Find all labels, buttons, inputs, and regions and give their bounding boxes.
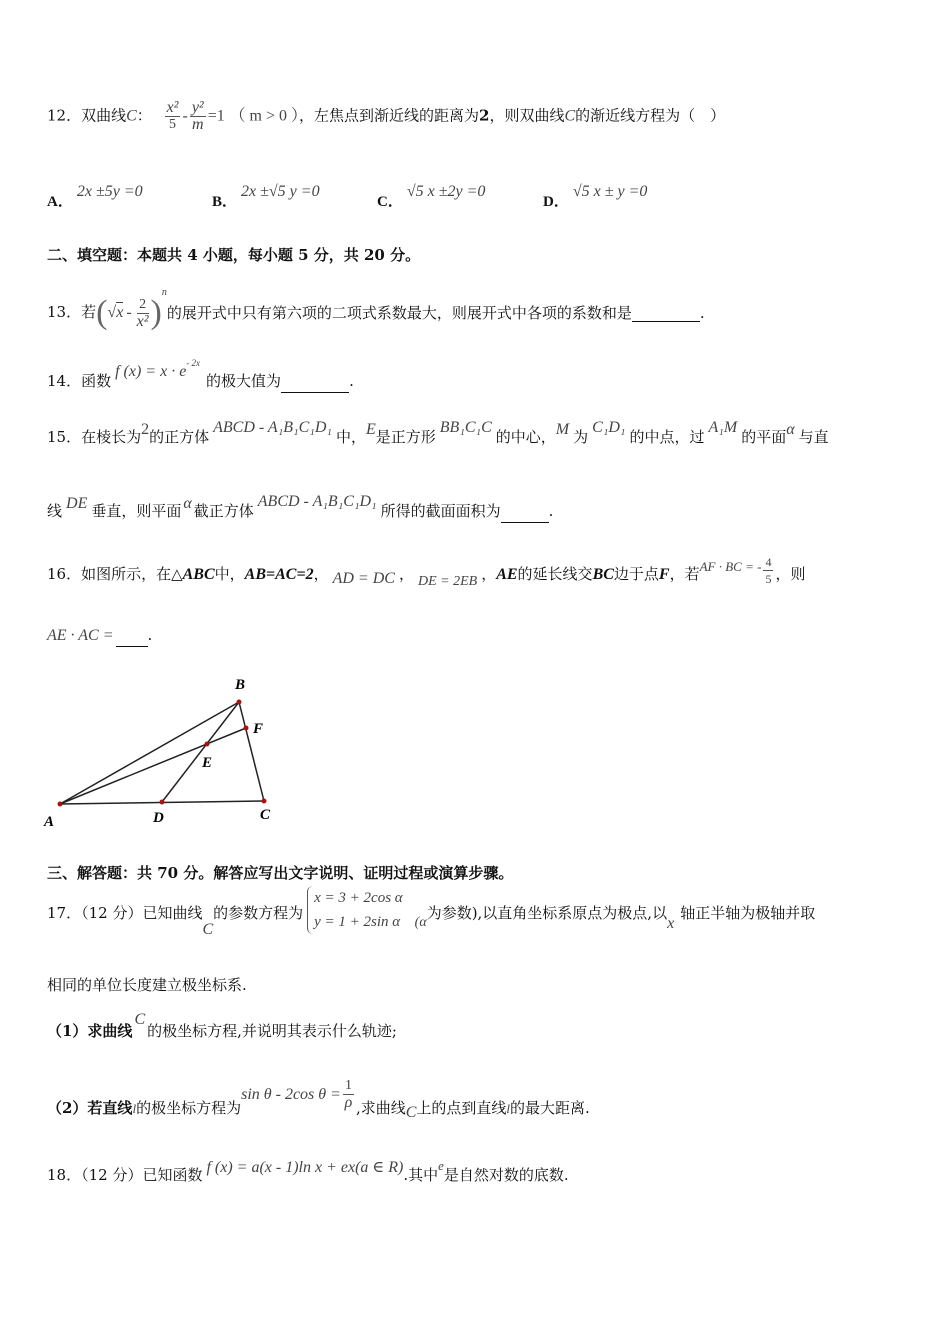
q18-function: f (x) = a(x - 1)ln x + ex(a ∈ R): [206, 1159, 404, 1176]
q12-dist: 2: [479, 106, 490, 125]
question-17-part-2: （2）若直线l的极坐标方程为sin θ - 2cos θ = $\frac{1}{\rho}$ ,求曲线C上的点到直线l的最大距离.: [47, 1078, 590, 1121]
point-a: [58, 802, 63, 807]
q12-eq: =1: [207, 107, 225, 125]
question-16-line-2: AE · AC = .: [47, 624, 910, 647]
point-d: [160, 800, 165, 805]
q12-prefix: 双曲线: [81, 106, 127, 125]
q14-exponent: - 2x: [186, 358, 201, 368]
section-2-heading: 二、填空题：本题共 4 小题，每小题 5 分，共 20 分。: [47, 246, 421, 264]
q17-line-equation: sin θ - 2cos θ =: [241, 1085, 341, 1103]
segment-af: [60, 728, 246, 804]
q16-answer-blank[interactable]: [116, 630, 148, 647]
q12-text3: 的渐近线方程为（ ）: [575, 106, 726, 125]
q13-frac: $\frac{2}{\text{x²}}$: [136, 296, 149, 330]
point-e: [205, 742, 210, 747]
q12-option-a[interactable]: A．2x ±5y =0: [47, 183, 143, 210]
q12-curve2: C: [564, 107, 576, 125]
question-17-part-1: （1）求曲线C的极坐标方程,并说明其表示什么轨迹;: [47, 1011, 397, 1040]
q14-answer-blank[interactable]: [281, 376, 349, 393]
q17-param-system: x = 3 + 2cos α y = 1 + 2sin α: [307, 886, 403, 934]
q13-number: 13．若: [47, 303, 97, 321]
q16-dot-product: AF · BC = -: [699, 558, 762, 574]
q14-text: 的极大值为: [206, 372, 282, 390]
q13-sqrt: √x: [107, 304, 124, 321]
question-15-line-2: 线 DE 垂直，则平面 α 截正方体ABCD - A₁B₁C₁D₁所得的截面面积为 .: [47, 494, 910, 517]
q12-colon: ：: [136, 106, 152, 125]
q12-option-c[interactable]: C．√5 x ±2y =0: [377, 183, 486, 210]
q18-number: 18．（12 分）已知函数: [47, 1166, 203, 1184]
point-b: [237, 700, 242, 705]
question-13: 13．若(√x - $\frac{2}{\text{x²}}$ )$^n$的展开式中只有第六项的二项式系数最大，则展开式中各项的系数和是 .: [47, 287, 705, 331]
q13-exponent: n: [161, 287, 167, 298]
question-17-line-2: 相同的单位长度建立极坐标系.: [47, 976, 247, 994]
question-15: 15．在棱长为2的正方体ABCD - A₁B₁C₁D₁中，E是正方形BB₁C₁C的中心，M 为C₁D₁的中点，过A₁M的平面α 与直: [47, 419, 829, 446]
q15-cube: ABCD - A₁B₁C₁D₁: [213, 419, 332, 436]
q14-number: 14．函数: [47, 372, 112, 390]
q16-vector-eq-2: DE = 2EB: [417, 573, 478, 589]
label-b: B: [235, 677, 246, 693]
q12-text1: ，左焦点到渐近线的距离为: [299, 106, 480, 125]
q12-minus: -: [182, 107, 188, 125]
q16-number: 16．如图所示，在△: [47, 564, 183, 583]
q14-expr: f (x) = x · e: [115, 363, 187, 380]
section-3-heading: 三、解答题：共 70 分。解答应写出文字说明、证明过程或演算步骤。: [47, 864, 514, 882]
q15-number: 15．在棱长为: [47, 428, 142, 446]
q12-number: 12．: [47, 106, 82, 125]
q12-option-d[interactable]: D．√5 x ± y =0: [543, 183, 648, 210]
point-f: [244, 726, 249, 731]
triangle-figure: [40, 670, 290, 830]
q16-vector-eq-1: AD = DC: [332, 569, 395, 587]
q13-right-paren: ): [150, 294, 162, 331]
q12-text2: ，则双曲线: [489, 106, 565, 125]
segment-bc: [239, 702, 264, 801]
q13-text: 的展开式中只有第六项的二项式系数最大，则展开式中各项的系数和是: [166, 304, 632, 322]
q12-curve: C: [126, 107, 137, 125]
point-c: [262, 799, 267, 804]
question-14: 14．函数f $(x) = x \cdot e^{- 2x}$的极大值为 .: [47, 360, 910, 387]
q12-frac-x: $\frac{\text{x²}}{5}$: [166, 99, 179, 132]
label-f: F: [253, 721, 264, 737]
label-e: E: [202, 755, 213, 771]
q16-frac: $\frac{4}{5}$: [765, 555, 772, 586]
q17-number: 17．（12 分）已知曲线: [47, 904, 203, 922]
q16-ask: AE · AC =: [47, 627, 114, 644]
q13-left-paren: (: [96, 294, 108, 331]
q12-frac-y: $\frac{\text{y²}}{m}$: [191, 99, 204, 133]
label-a: A: [44, 814, 55, 830]
segment-db: [162, 702, 239, 802]
segment-ab: [60, 702, 239, 804]
q12-condition: （ m > 0 ）: [229, 107, 300, 125]
q17-frac: $\frac{1}{\rho}$: [344, 1078, 353, 1111]
question-17: 17．（12 分）已知曲线C的参数方程为 x = 3 + 2cos α y = 1 + 2sin α (α为参数),以直角坐标系原点为极点,以x轴正半轴为极轴并取: [47, 886, 910, 942]
question-18: 18．（12 分）已知函数 f (x) = a(x - 1)ln x + ex(a ∈ R).其中e是自然对数的底数.: [47, 1158, 569, 1184]
question-16: 16．如图所示，在△ABC中，AB=AC=2， AD = DC ， DE = 2EB ，AE的延长线交BC边于点F，若AF · BC = - $\frac{4}{5}$ ，则: [47, 555, 806, 589]
label-c: C: [260, 807, 271, 823]
q12-option-b[interactable]: B．2x ±√5 y =0: [212, 183, 320, 210]
q15-answer-blank[interactable]: [501, 506, 549, 523]
q13-answer-blank[interactable]: [632, 305, 700, 322]
question-12: [47, 100, 910, 133]
label-d: D: [153, 810, 164, 826]
